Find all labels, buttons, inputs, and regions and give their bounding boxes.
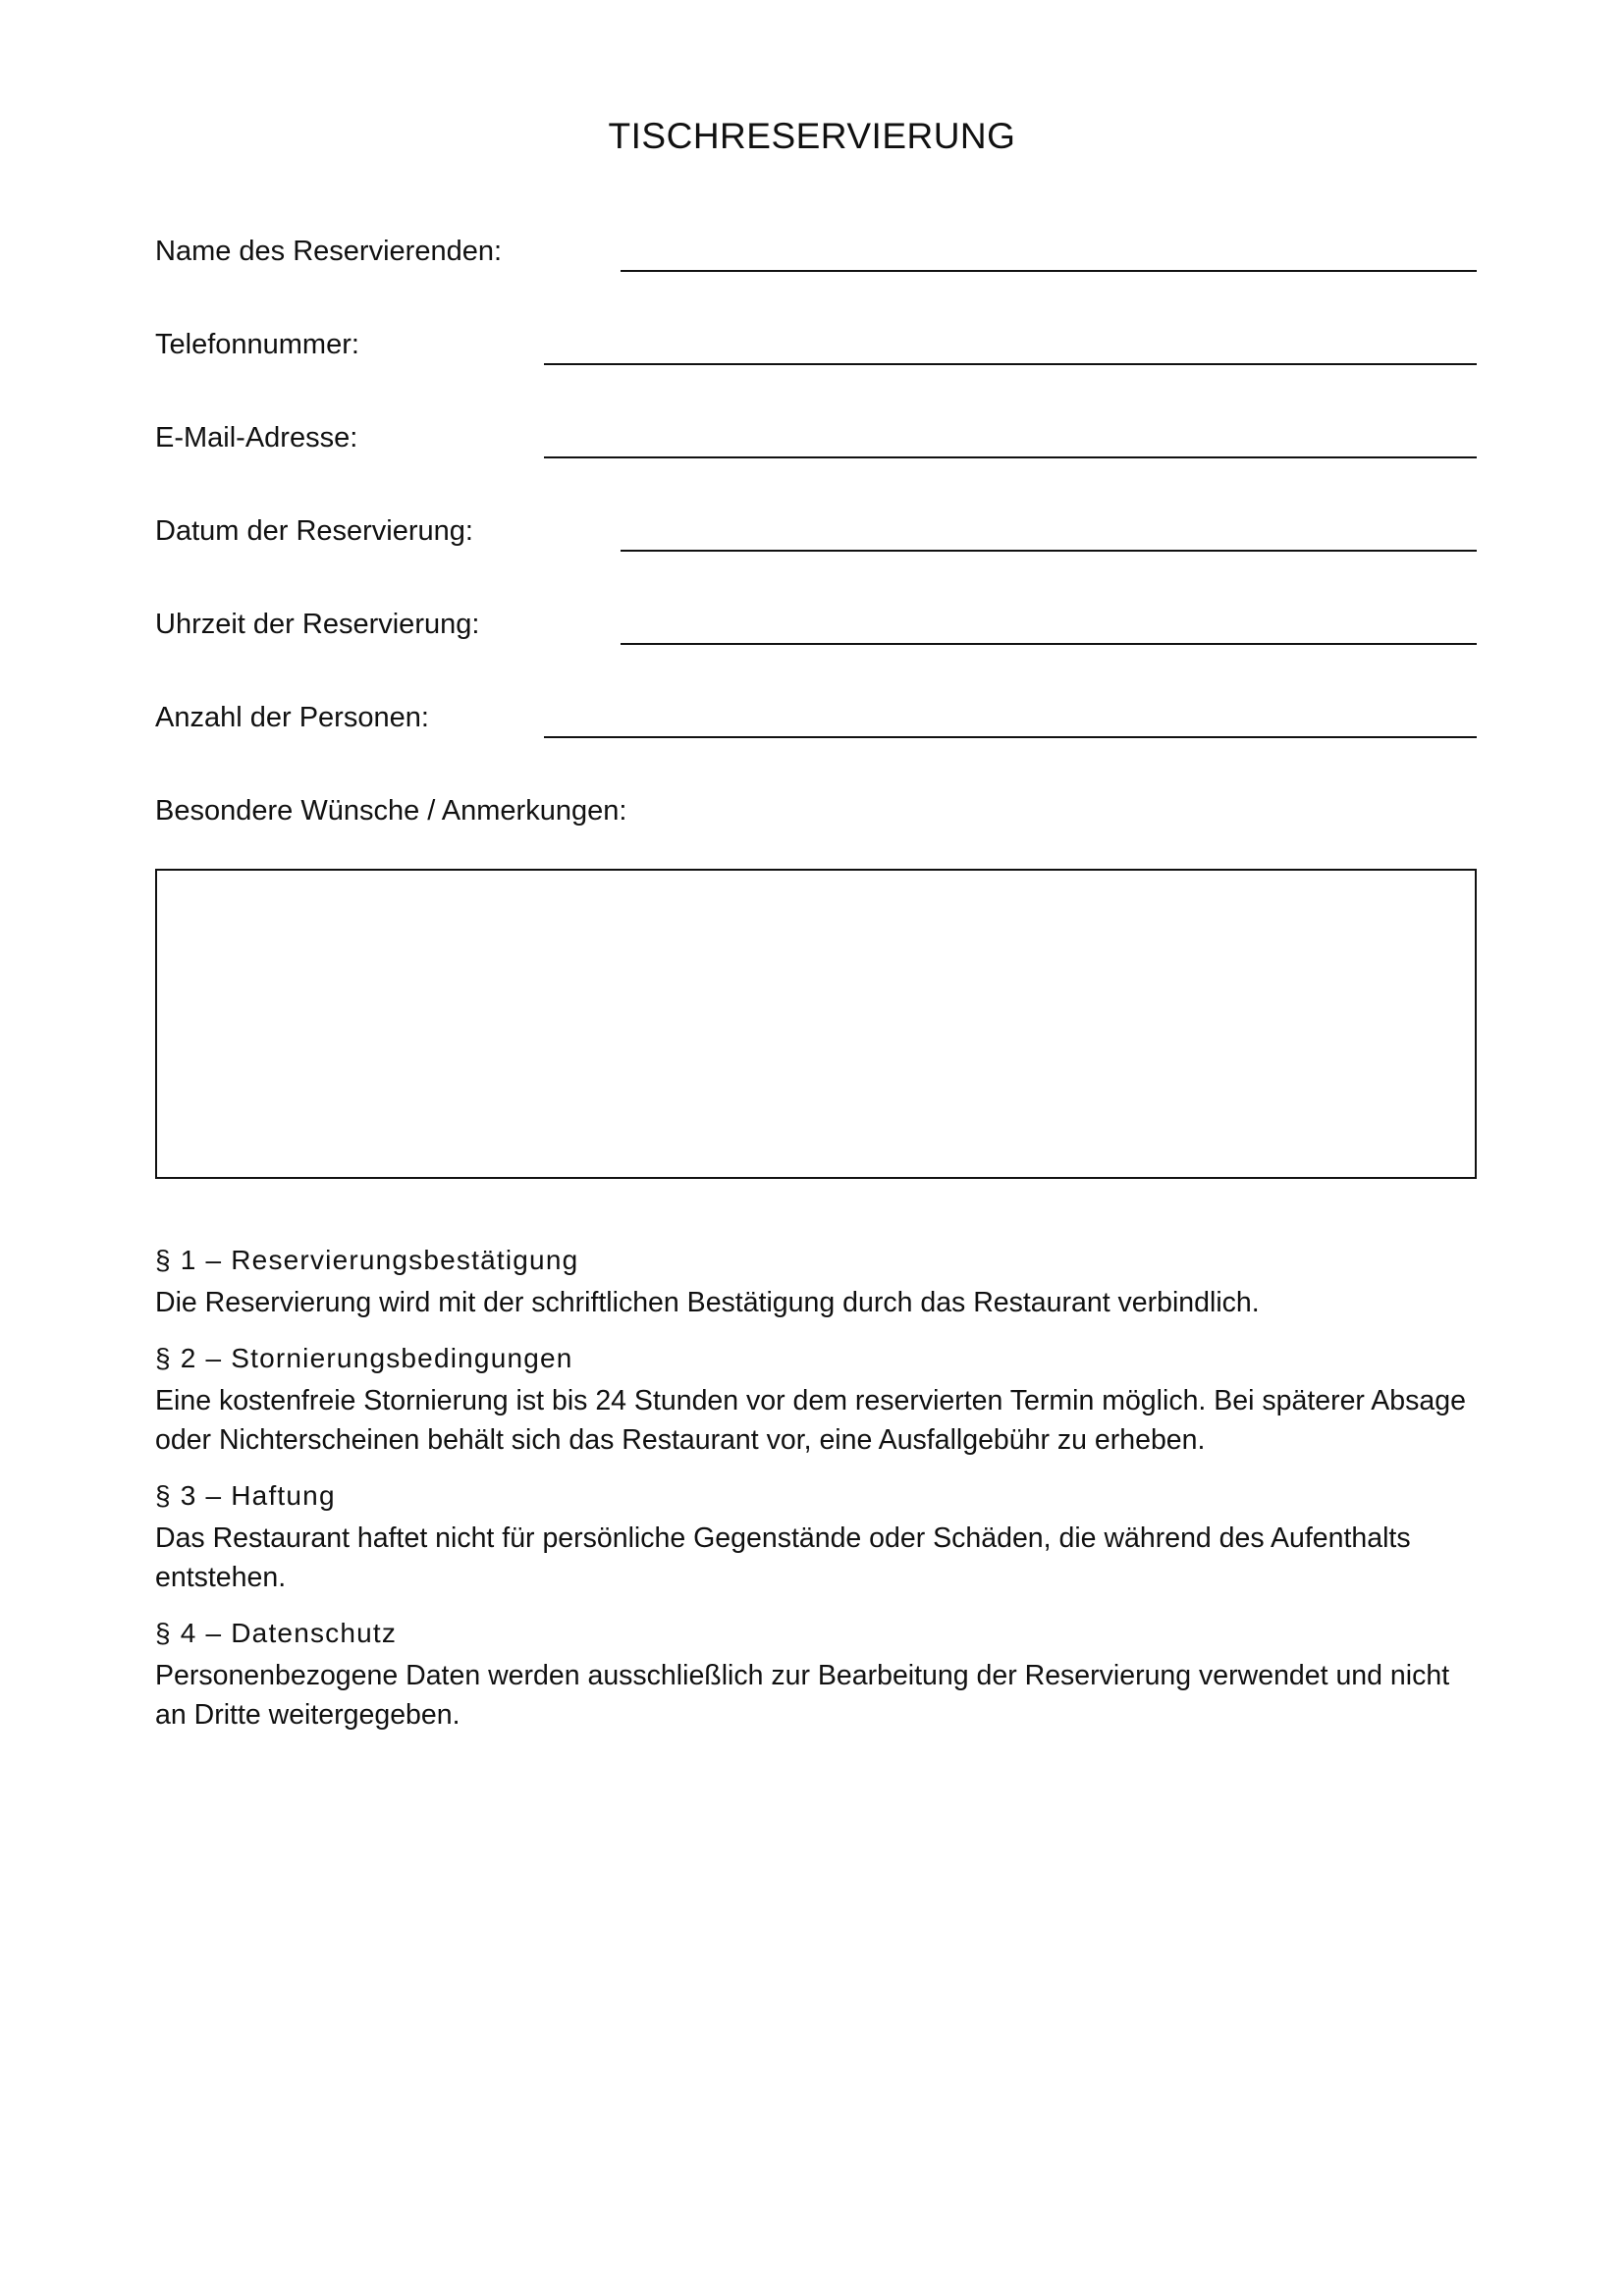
notes-textarea[interactable] — [155, 869, 1477, 1179]
field-date — [155, 515, 1477, 564]
field-phone-label: Telefonnummer: — [155, 329, 359, 360]
terms-section — [155, 1242, 1481, 1752]
field-date-label: Datum der Reservierung: — [155, 515, 473, 547]
term-text: Das Restaurant haftet nicht für persönliche Gegenstände oder Schäden, die während des Aufenthalts entstehen. — [155, 1522, 1411, 1593]
term-item — [155, 1340, 1481, 1460]
field-time-input-line[interactable] — [621, 643, 1477, 645]
field-persons — [155, 702, 1477, 751]
field-phone — [155, 329, 1477, 378]
field-persons-label: Anzahl der Personen: — [155, 702, 429, 733]
field-time-label: Uhrzeit der Reservierung: — [155, 609, 480, 640]
notes-label: Besondere Wünsche / Anmerkungen: — [155, 795, 627, 827]
term-heading: § 1 – Reservierungsbestätigung — [155, 1245, 579, 1275]
field-email — [155, 422, 1477, 471]
term-text: Eine kostenfreie Stornierung ist bis 24 Stunden vor dem reservierten Termin möglich. Bei späterer Absage oder Nichterscheinen behält sich das Restaurant vor, eine Ausfallgebühr zu erheben. — [155, 1385, 1466, 1456]
document-title: TISCHRESERVIERUNG — [608, 116, 1016, 156]
term-heading: § 3 – Haftung — [155, 1480, 336, 1511]
term-item — [155, 1242, 1481, 1322]
field-email-label: E-Mail-Adresse: — [155, 422, 358, 454]
field-name-label: Name des Reservierenden: — [155, 236, 503, 267]
field-time — [155, 609, 1477, 658]
field-email-input-line[interactable] — [544, 456, 1477, 458]
field-persons-input-line[interactable] — [544, 736, 1477, 738]
field-date-input-line[interactable] — [621, 550, 1477, 552]
term-heading: § 2 – Stornierungsbedingungen — [155, 1343, 573, 1373]
term-item — [155, 1477, 1481, 1597]
field-name-input-line[interactable] — [621, 270, 1477, 272]
term-heading: § 4 – Datenschutz — [155, 1618, 398, 1648]
term-text: Personenbezogene Daten werden ausschließlich zur Bearbeitung der Reservierung verwendet und nicht an Dritte weitergegeben. — [155, 1660, 1450, 1731]
term-item — [155, 1615, 1481, 1735]
field-name — [155, 236, 1477, 285]
field-phone-input-line[interactable] — [544, 363, 1477, 365]
term-text: Die Reservierung wird mit der schriftlichen Bestätigung durch das Restaurant verbindlich. — [155, 1287, 1260, 1318]
